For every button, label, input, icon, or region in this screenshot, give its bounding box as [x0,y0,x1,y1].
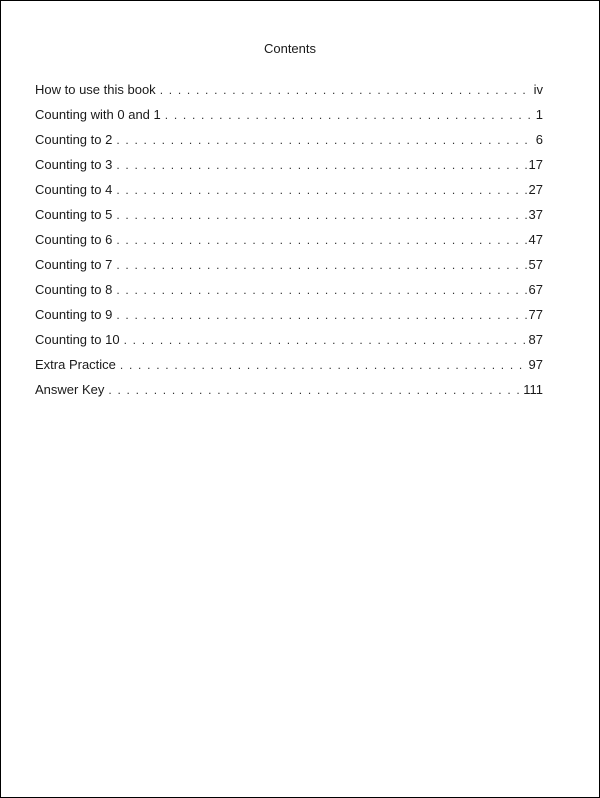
toc-entry-page: 6 [535,132,543,147]
toc-entry-page: 67 [528,282,543,297]
toc-leader-dots [116,282,526,298]
toc-entry [35,232,543,257]
toc-leader-dots [116,307,526,323]
toc-leader-dots [120,357,527,373]
toc-entry-page: 97 [528,357,543,372]
toc-leader-dots [116,157,526,173]
toc-leader-dots [124,332,527,348]
toc-entry-page: 111 [523,382,543,397]
toc-entry-page: 27 [528,182,543,197]
toc-entry-label: Counting to 4 [35,182,113,197]
toc-entry-label: Counting to 9 [35,307,113,322]
toc-entry-page: 37 [528,207,543,222]
toc-entry [35,282,543,307]
toc-entry [35,357,543,382]
toc-entry-label: Counting to 10 [35,332,120,347]
toc-entry-label: Counting to 6 [35,232,113,247]
toc-entry-label: Extra Practice [35,357,116,372]
toc-entry-label: Counting to 3 [35,157,113,172]
toc-entry [35,182,543,207]
toc-entry [35,257,543,282]
toc-leader-dots [116,232,526,248]
toc-entry-label: How to use this book [35,82,156,97]
toc-entry-page: iv [533,82,543,97]
toc-entry [35,207,543,232]
page-title: Contents [263,41,317,56]
toc-entry-page: 87 [528,332,543,347]
toc-leader-dots [116,257,526,273]
toc-leader-dots [116,132,533,148]
toc-entry-label: Counting to 7 [35,257,113,272]
toc-entry [35,307,543,332]
toc-entry-page: 17 [528,157,543,172]
toc-entry-page: 47 [528,232,543,247]
toc-entry-label: Answer Key [35,382,105,397]
toc-leader-dots [108,382,521,398]
toc-entry-label: Counting to 2 [35,132,113,147]
toc-entry-page: 77 [528,307,543,322]
toc-entry [35,332,543,357]
toc-entry [35,107,543,132]
toc-entry-label: Counting to 5 [35,207,113,222]
toc-entry [35,132,543,157]
toc-leader-dots [116,182,526,198]
toc-entry-label: Counting to 8 [35,282,113,297]
toc-entry [35,82,543,107]
toc-entry-label: Counting with 0 and 1 [35,107,161,122]
toc-entry [35,382,543,407]
table-of-contents [35,82,543,407]
toc-leader-dots [165,107,534,123]
toc-entry [35,157,543,182]
toc-leader-dots [160,82,532,98]
toc-leader-dots [116,207,526,223]
toc-entry-page: 57 [528,257,543,272]
toc-entry-page: 1 [535,107,543,122]
